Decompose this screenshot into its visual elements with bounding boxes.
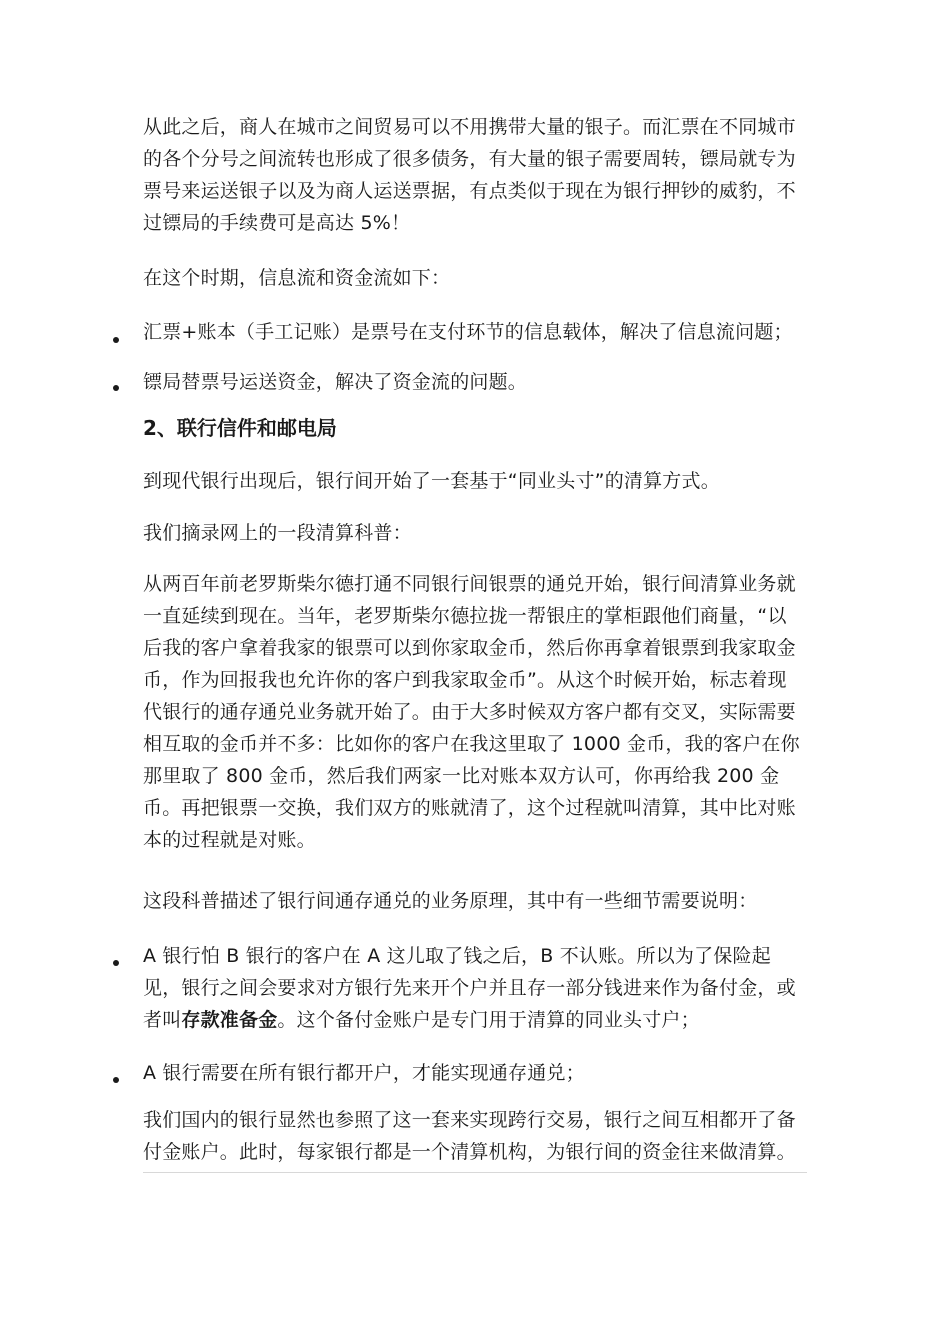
list-item-escort-funds: 镖局替票号运送资金，解决了资金流的问题。 (143, 371, 528, 393)
paragraph-rothschild-excerpt: 从两百年前老罗斯柴尔德打通不同银行间银票的通兑开始，银行间清算业务就一直延续到现在。当年，老罗斯柴尔德拉拢一帮银庄的掌柜跟他们商量，“以后我的客户拿着我家的银票可以到你家取金币，然后你再拿着银票到我家取金币，作为回报我也允许你的客户到我家取金币”。从这个时候开始，标志着现代银行的通存通兑业务就开始了。由于大多时候双方客户都有交叉，实际需要相互取的金币并不多：比如你的客户在我这里取了 1000 金币，我的客户在你那里取了 800 金币，然后我们两家一比对账本双方认可，你再给我 200 金币。再把银票一交换，我们双方的账就清了，这个过程就叫清算，其中比对账本的过程就是对账。 (143, 573, 800, 851)
list-item-reserve-account (143, 940, 803, 1036)
reserve-text-pre: A 银行怕 B 银行的客户在 A 这儿取了钱之后，B 不认账。所以为了保险起见，银行之间会要求对方银行先来开个户并且存一部分钱进来作为备付金，或者叫 (143, 945, 796, 1031)
bullet-icon (113, 385, 119, 391)
section-heading: 2、联行信件和邮电局 (143, 416, 337, 440)
reserve-term-bold: 存款准备金 (181, 1009, 278, 1031)
list-item-bill-ledger: 汇票+账本（手工记账）是票号在支付环节的信息载体，解决了信息流问题； (143, 321, 793, 343)
paragraph-info-flow-intro: 在这个时期，信息流和资金流如下： (143, 267, 451, 289)
paragraph-modern-bank: 到现代银行出现后，银行间开始了一套基于“同业头寸”的清算方式。 (143, 470, 720, 492)
bullet-icon (113, 960, 119, 966)
paragraph-domestic-banks: 我们国内的银行显然也参照了这一套来实现跨行交易，银行之间互相都开了备付金账户。此时，每家银行都是一个清算机构，为银行间的资金往来做清算。 (143, 1109, 796, 1163)
paragraph-details-intro: 这段科普描述了银行间通存通兑的业务原理，其中有一些细节需要说明： (143, 890, 758, 912)
paragraph-escort-agency: 从此之后，商人在城市之间贸易可以不用携带大量的银子。而汇票在不同城市的各个分号之间流转也形成了很多债务，有大量的银子需要周转，镖局就专为票号来运送银子以及为商人运送票据，有点类似于现在为银行押钞的威豹，不过镖局的手续费可是高达 5%！ (143, 116, 796, 234)
paragraph-excerpt-intro: 我们摘录网上的一段清算科普： (143, 522, 412, 544)
page-divider (143, 1172, 807, 1173)
bullet-icon (113, 1077, 119, 1083)
reserve-text-post: 。这个备付金账户是专门用于清算的同业头寸户； (277, 1009, 700, 1031)
bullet-icon (113, 337, 119, 343)
list-item-open-accounts: A 银行需要在所有银行都开户，才能实现通存通兑； (143, 1062, 585, 1084)
